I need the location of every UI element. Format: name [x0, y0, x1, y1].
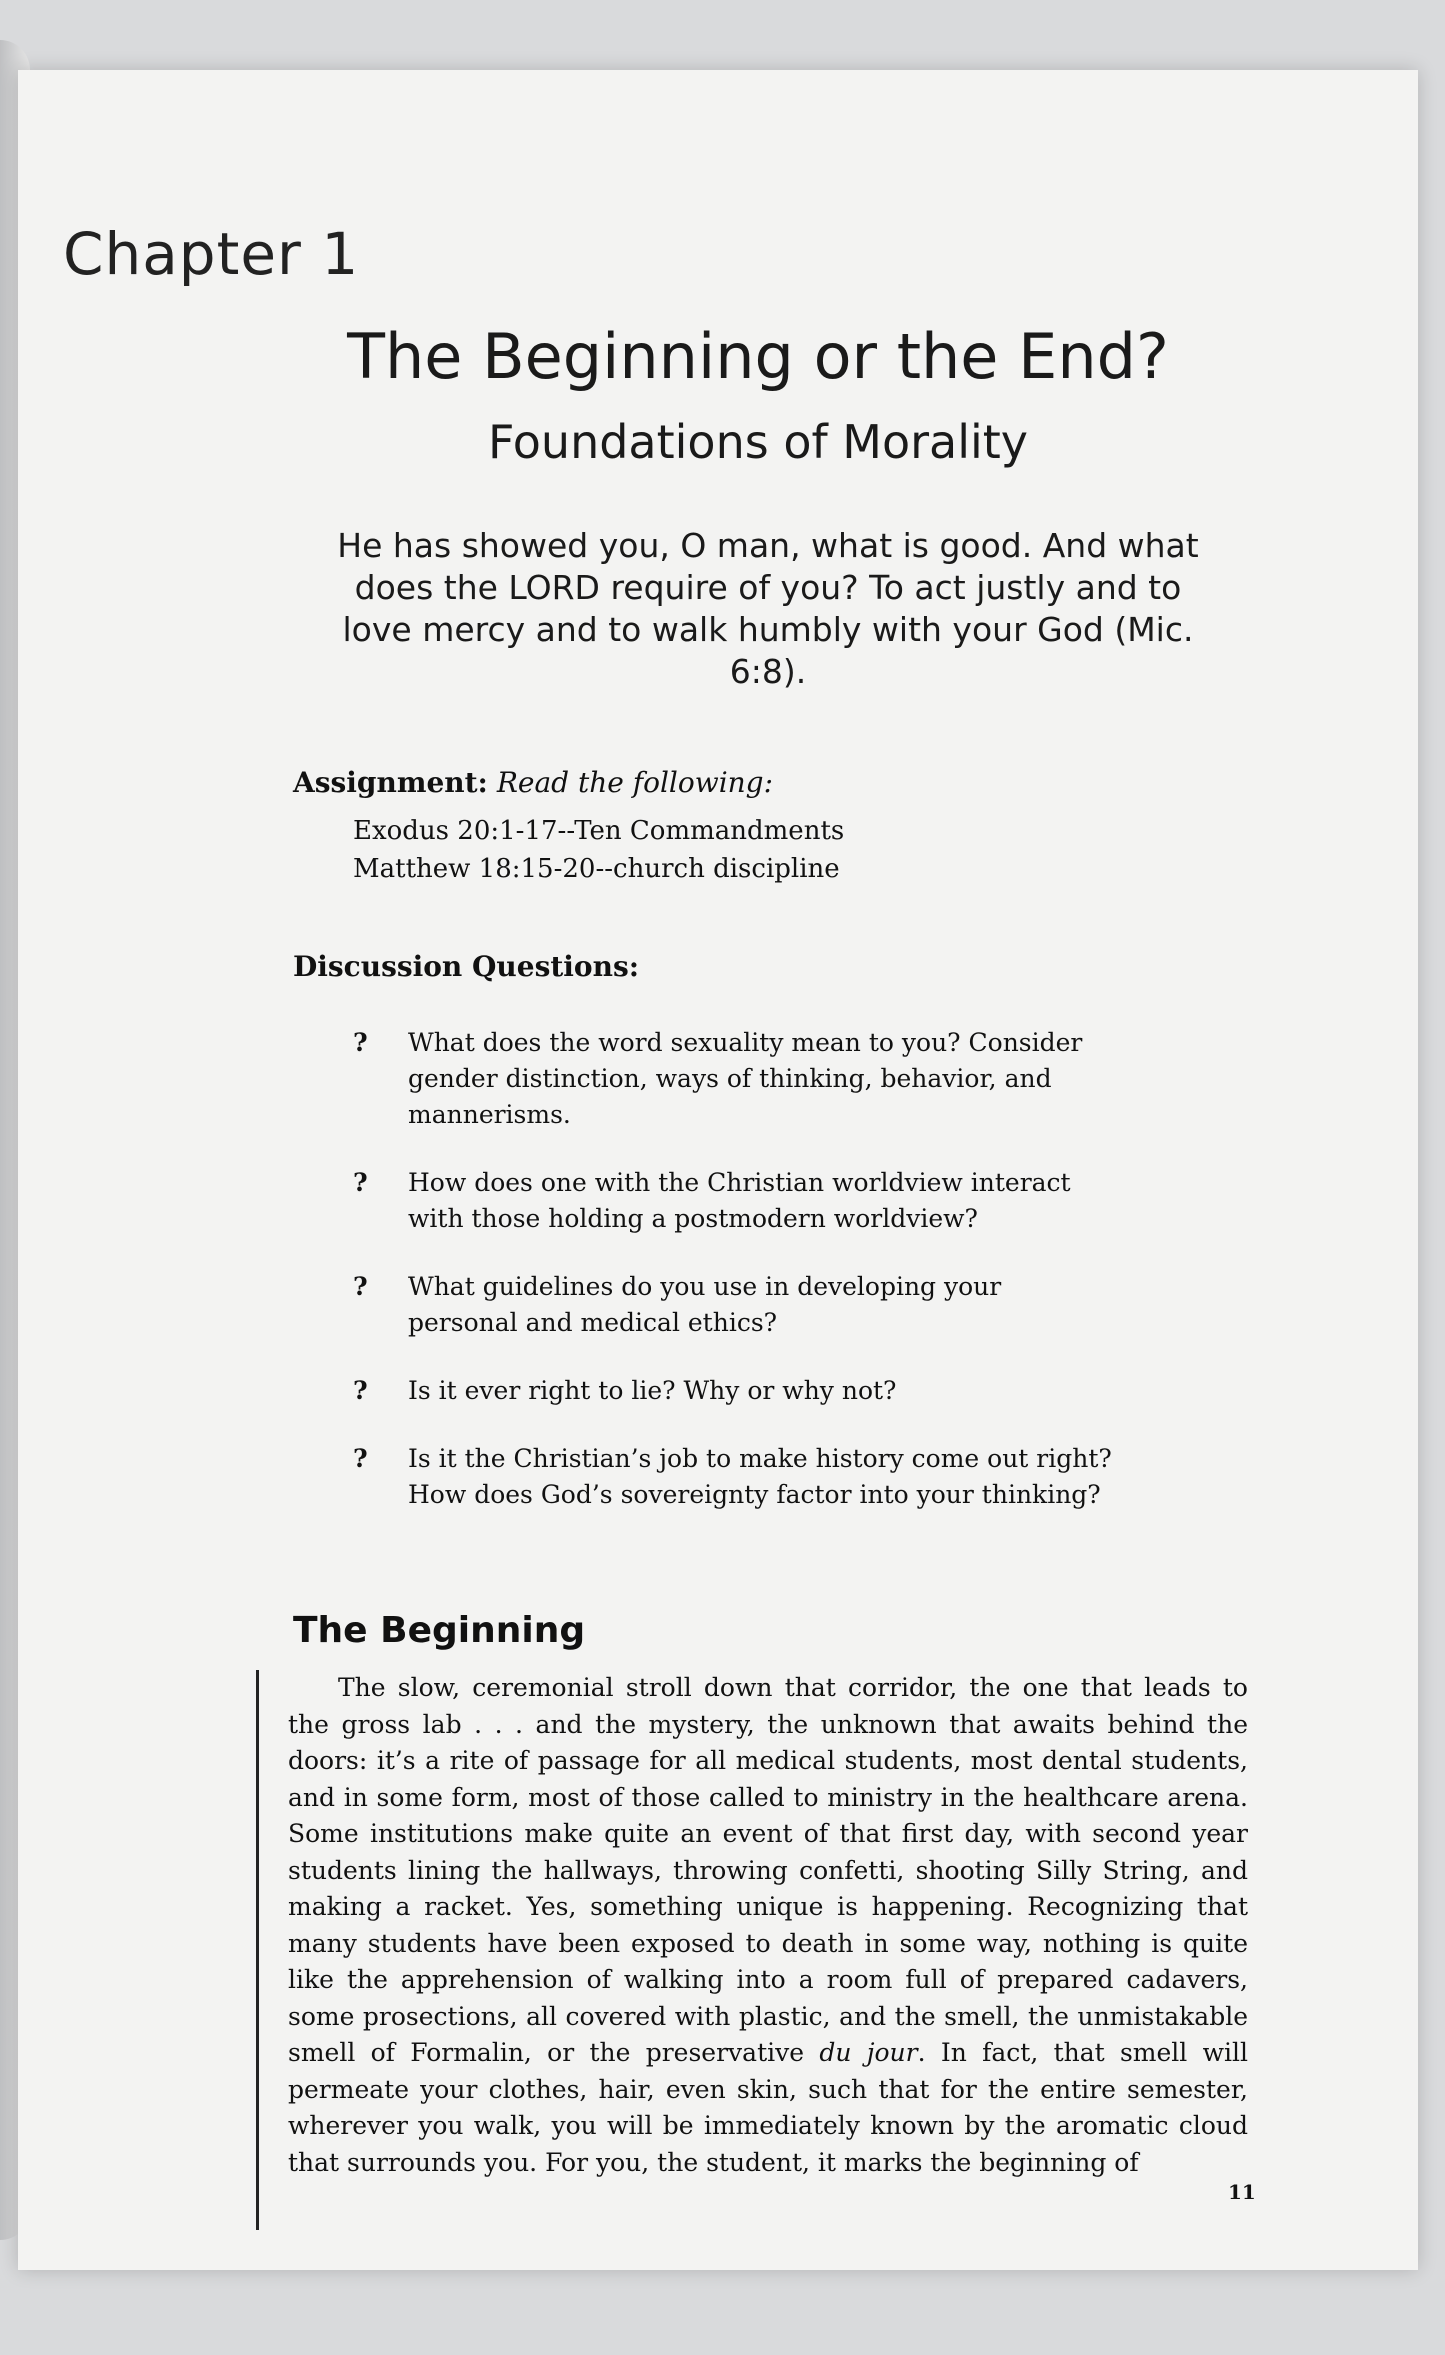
reading-item: Matthew 18:15-20--church discipline: [353, 854, 840, 884]
question-item: [353, 1025, 1113, 1133]
body-text-italic: du jour: [819, 2038, 918, 2067]
question-item: [353, 1165, 1113, 1237]
assignment-instruction: Read the following:: [496, 766, 774, 799]
question-text: What guidelines do you use in developing your personal and medical ethics?: [408, 1272, 1002, 1337]
assignment-readings: [353, 812, 844, 888]
body-text-end: . In fact, that smell will permeate your clothes, hair, even skin, such that for the entire semester, wherever you walk, you will be immediately known by the aromatic cloud that surrounds you. For you, the student, it marks the beginning of: [288, 2038, 1248, 2177]
question-item: [353, 1441, 1113, 1513]
question-text: How does one with the Christian worldview interact with those holding a postmodern worldview?: [408, 1168, 1071, 1233]
body-paragraph: [288, 1670, 1248, 2181]
discussion-questions: [353, 1025, 1113, 1545]
question-text: Is it the Christian’s job to make history come out right? How does God’s sovereignty factor into your thinking?: [408, 1444, 1112, 1509]
assignment-line: [293, 766, 773, 799]
question-item: [353, 1373, 1113, 1409]
question-item: [353, 1269, 1113, 1341]
section-heading: The Beginning: [293, 1610, 586, 1651]
assignment-label: Assignment:: [293, 766, 488, 799]
discussion-heading: Discussion Questions:: [293, 950, 640, 983]
question-mark-icon: ?: [353, 1272, 368, 1301]
question-text: What does the word sexuality mean to you? Consider gender distinction, ways of thinking, behavior, and mannerisms.: [408, 1028, 1083, 1129]
question-mark-icon: ?: [353, 1444, 368, 1473]
body-text-start: The slow, ceremonial stroll down that corridor, the one that leads to the gross lab . . . and the mystery, the unknown that awaits behind the doors: it’s a rite of passage for all medical students, most dental students, and in some form, most of those called to ministry in the healthcare arena. Some institutions make quite an event of that first day, with second year students lining the hallways, throwing confetti, shooting Silly String, and making a racket. Yes, something unique is happening. Recognizing that many students have been exposed to death in some way, nothing is quite like the apprehension of walking into a room full of prepared cadavers, some prosections, all covered with plastic, and the smell, the unmistakable smell of Formalin, or the preservative: [288, 1673, 1248, 2067]
chapter-title: The Beginning or the End?: [347, 320, 1169, 393]
epigraph-verse: He has showed you, O man, what is good. And what does the LORD require of you? To act justly and to love mercy and to walk humbly with your God (Mic. 6:8).: [337, 526, 1199, 691]
chapter-subtitle: Foundations of Morality: [487, 415, 1029, 469]
question-mark-icon: ?: [353, 1376, 368, 1405]
question-mark-icon: ?: [353, 1168, 368, 1197]
question-text: Is it ever right to lie? Why or why not?: [408, 1376, 897, 1405]
margin-rule: [256, 1670, 259, 2230]
book-page: [18, 70, 1418, 2270]
chapter-label: Chapter 1: [63, 220, 360, 288]
question-mark-icon: ?: [353, 1028, 368, 1057]
page-number: 11: [1228, 2180, 1256, 2204]
reading-item: Exodus 20:1-17--Ten Commandments: [353, 816, 845, 846]
